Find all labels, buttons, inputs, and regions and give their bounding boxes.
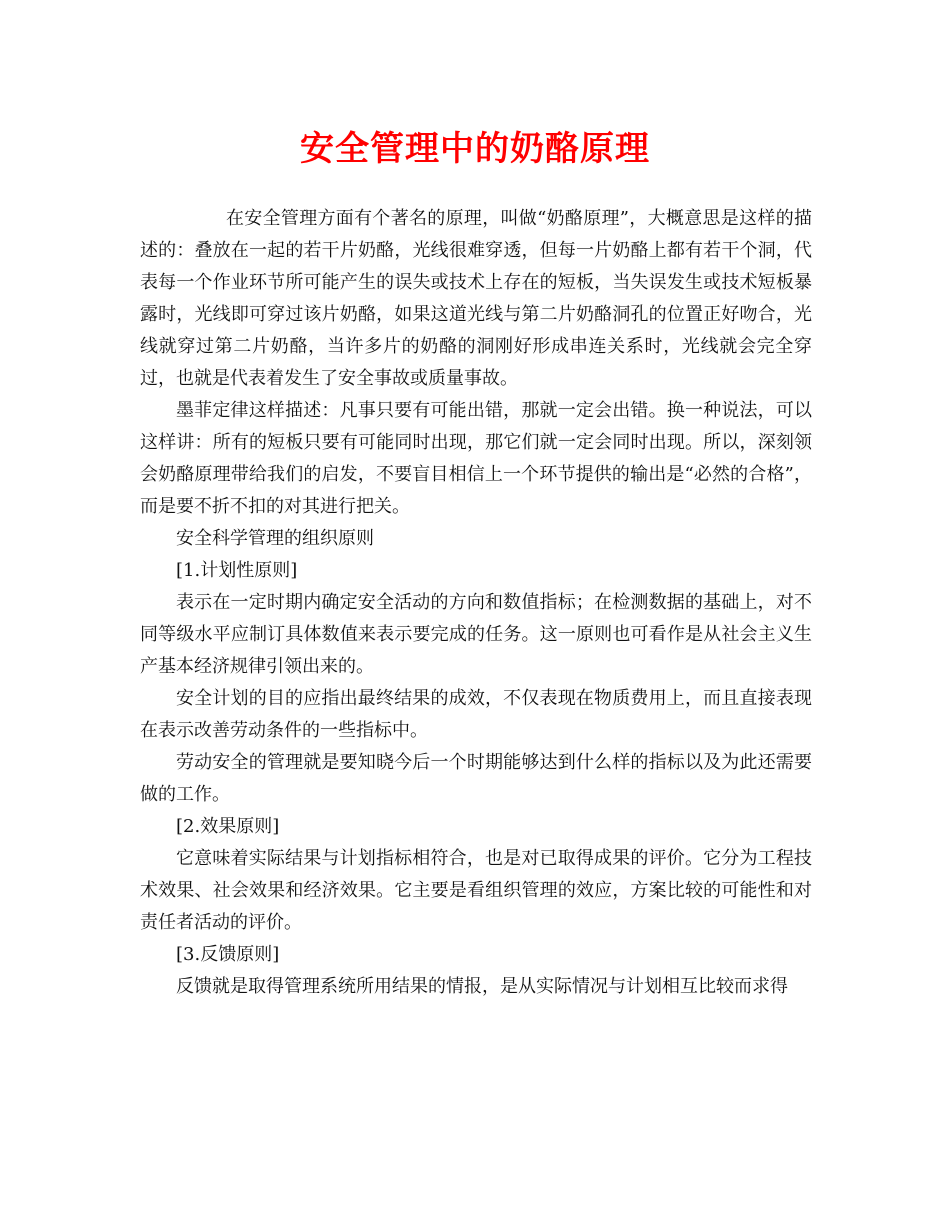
paragraph-murphy-law: 墨菲定律这样描述：凡事只要有可能出错，那就一定会出错。换一种说法，可以这样讲：所有的短板只要有可能同时出现，那它们就一定会同时出现。所以，深刻领会奶酪原理带给我们的启发，不要盲目相信上一个环节提供的输出是“必然的合格”，而是要不折不扣的对其进行把关。	[140, 400, 812, 517]
subheading-planning-principle: [1.计划性原则]	[176, 560, 298, 581]
paragraph-planning-3: 劳动安全的管理就是要知晓今后一个时期能够达到什么样的指标以及为此还需要做的工作。	[140, 752, 812, 805]
subheading-effect-principle: [2.效果原则]	[176, 816, 280, 837]
paragraph-cheese-principle: 在安全管理方面有个著名的原理，叫做“奶酪原理”，大概意思是这样的描述的：叠放在一起的若干片奶酪，光线很难穿透，但每一片奶酪上都有若干个洞，代表每一个作业环节所可能产生的误失或技术上存在的短板，当失误发生或技术短板暴露时，光线即可穿过该片奶酪，如果这道光线与第二片奶酪洞孔的位置正好吻合，光线就穿过第二片奶酪，当许多片的奶酪的洞刚好形成串连关系时，光线就会完全穿过，也就是代表着发生了安全事故或质量事故。	[140, 208, 812, 389]
document-body	[140, 203, 812, 1003]
section-heading-organization-principles: 安全科学管理的组织原则	[176, 528, 374, 549]
subheading-feedback-principle: [3.反馈原则]	[176, 944, 280, 965]
paragraph-feedback: 反馈就是取得管理系统所用结果的情报，是从实际情况与计划相互比较而求得	[176, 976, 788, 997]
paragraph-planning-1: 表示在一定时期内确定安全活动的方向和数值指标；在检测数据的基础上，对不同等级水平应制订具体数值来表示要完成的任务。这一原则也可看作是从社会主义生产基本经济规律引领出来的。	[140, 592, 812, 677]
paragraph-effect: 它意味着实际结果与计划指标相符合，也是对已取得成果的评价。它分为工程技术效果、社会效果和经济效果。它主要是看组织管理的效应，方案比较的可能性和对责任者活动的评价。	[140, 848, 812, 933]
paragraph-planning-2: 安全计划的目的应指出最终结果的成效，不仅表现在物质费用上，而且直接表现在表示改善劳动条件的一些指标中。	[140, 688, 812, 741]
document-title: 安全管理中的奶酪原理	[300, 129, 650, 169]
